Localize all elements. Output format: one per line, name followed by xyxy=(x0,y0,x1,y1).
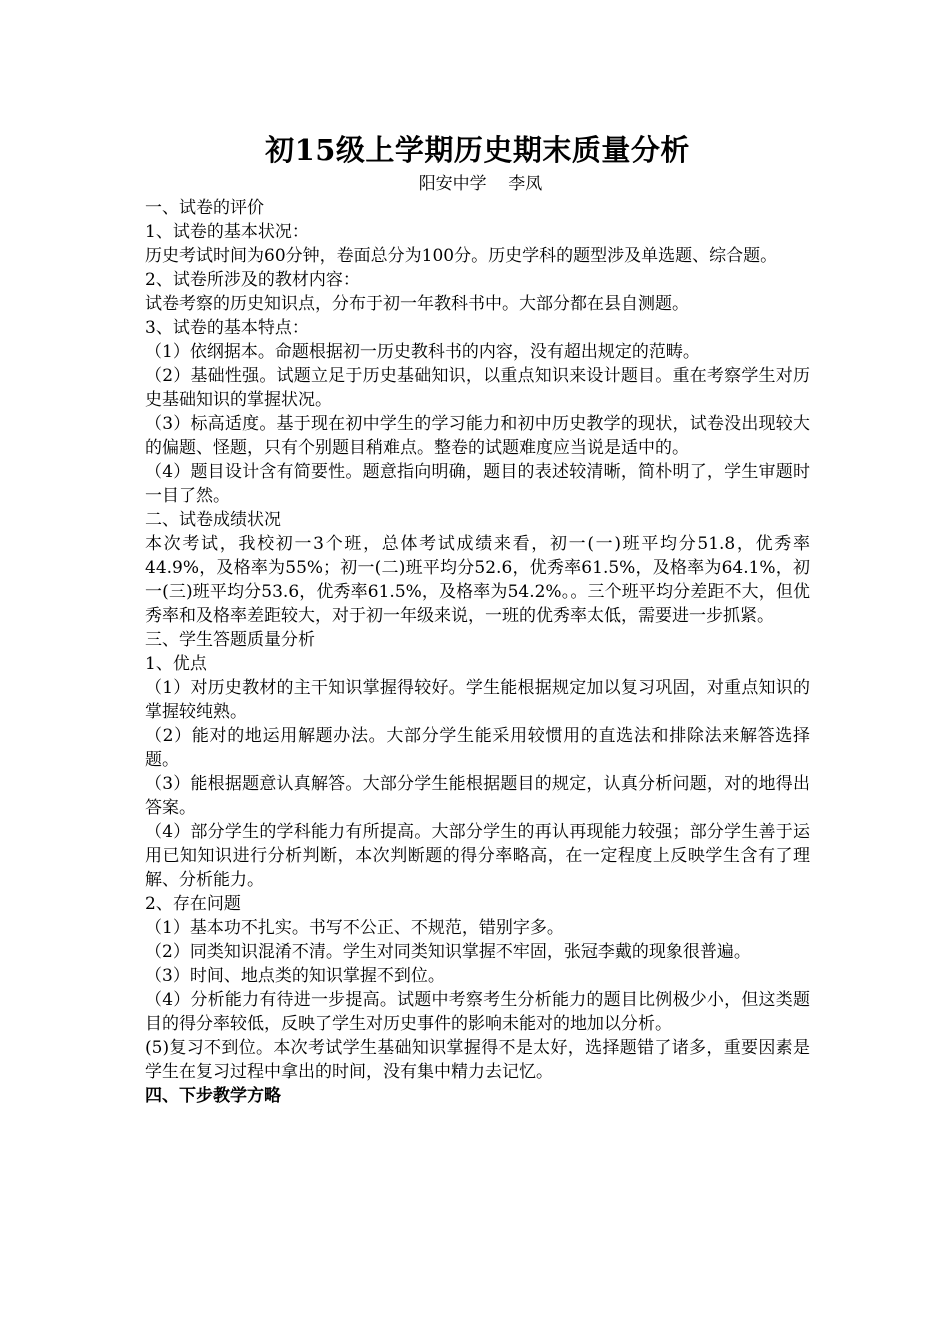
list-item: （4）题目设计含有简要性。题意指向明确，题目的表述较清晰，简朴明了，学生审题时一目了然。 xyxy=(145,462,810,506)
subheading-1-3: 3、试卷的基本特点： xyxy=(145,318,309,338)
document-title: 初15级上学期历史期末质量分析 xyxy=(265,133,690,167)
document-body xyxy=(145,196,810,1108)
section-heading-2: 二、试卷成绩状况 xyxy=(145,510,281,530)
section-heading-3: 三、学生答题质量分析 xyxy=(145,630,315,650)
list-item: （1）基本功不扎实。书写不公正、不规范，错别字多。 xyxy=(145,918,564,938)
subheading-3-2: 2、存在问题 xyxy=(145,894,241,914)
subheading-1-2: 2、试卷所涉及的教材内容： xyxy=(145,270,360,290)
subheading-1-1: 1、试卷的基本状况： xyxy=(145,222,309,242)
list-item: （2）能对的地运用解题办法。大部分学生能采用较惯用的直选法和排除法来解答选择题。 xyxy=(145,726,810,770)
author-line: 阳安中学 李凤 xyxy=(418,174,543,194)
paragraph: 试卷考察的历史知识点，分布于初一年教科书中。大部分都在县自测题。 xyxy=(145,294,689,314)
paragraph: 本次考试，我校初一3个班，总体考试成绩来看，初一(一)班平均分51.8，优秀率44.9%，及格率为55%；初一(二)班平均分52.6，优秀率61.5%，及格率为64.1%，初一(三)班平均分53.6，优秀率61.5%，及格率为54.2%。。三个班平均分差距不大，但优秀率和及格率差距较大，对于初一年级来说，一班的优秀率太低，需要进一步抓紧。 xyxy=(145,534,810,626)
list-item: （3）标高适度。基于现在初中学生的学习能力和初中历史教学的现状，试卷没出现较大的偏题、怪题，只有个别题目稍难点。整卷的试题难度应当说是适中的。 xyxy=(145,414,810,458)
list-item: （2）同类知识混淆不清。学生对同类知识掌握不牢固，张冠李戴的现象很普遍。 xyxy=(145,942,751,962)
list-item: （4）部分学生的学科能力有所提高。大部分学生的再认再现能力较强；部分学生善于运用已知知识进行分析判断，本次判断题的得分率略高，在一定程度上反映学生含有了理解、分析能力。 xyxy=(145,822,810,890)
list-item: (5)复习不到位。本次考试学生基础知识掌握得不是太好，选择题错了诸多，重要因素是学生在复习过程中拿出的时间，没有集中精力去记忆。 xyxy=(145,1038,810,1082)
list-item: （3）能根据题意认真解答。大部分学生能根据题目的规定，认真分析问题，对的地得出答案。 xyxy=(145,774,810,818)
list-item: （4）分析能力有待进一步提高。试题中考察考生分析能力的题目比例极少小，但这类题目的得分率较低，反映了学生对历史事件的影响未能对的地加以分析。 xyxy=(145,990,810,1034)
subheading-3-1: 1、优点 xyxy=(145,654,207,674)
paragraph: 历史考试时间为60分钟，卷面总分为100分。历史学科的题型涉及单选题、综合题。 xyxy=(145,246,778,266)
list-item: （3）时间、地点类的知识掌握不到位。 xyxy=(145,966,445,986)
list-item: （2）基础性强。试题立足于历史基础知识，以重点知识来设计题目。重在考察学生对历史基础知识的掌握状况。 xyxy=(145,366,810,410)
section-heading-4: 四、下步教学方略 xyxy=(145,1086,281,1106)
list-item: （1）对历史教材的主干知识掌握得较好。学生能根据规定加以复习巩固，对重点知识的掌握较纯熟。 xyxy=(145,678,810,722)
document-page xyxy=(145,128,810,1108)
list-item: （1）依纲据本。命题根据初一历史教科书的内容，没有超出规定的范畴。 xyxy=(145,342,700,362)
section-heading-1: 一、试卷的评价 xyxy=(145,198,264,218)
